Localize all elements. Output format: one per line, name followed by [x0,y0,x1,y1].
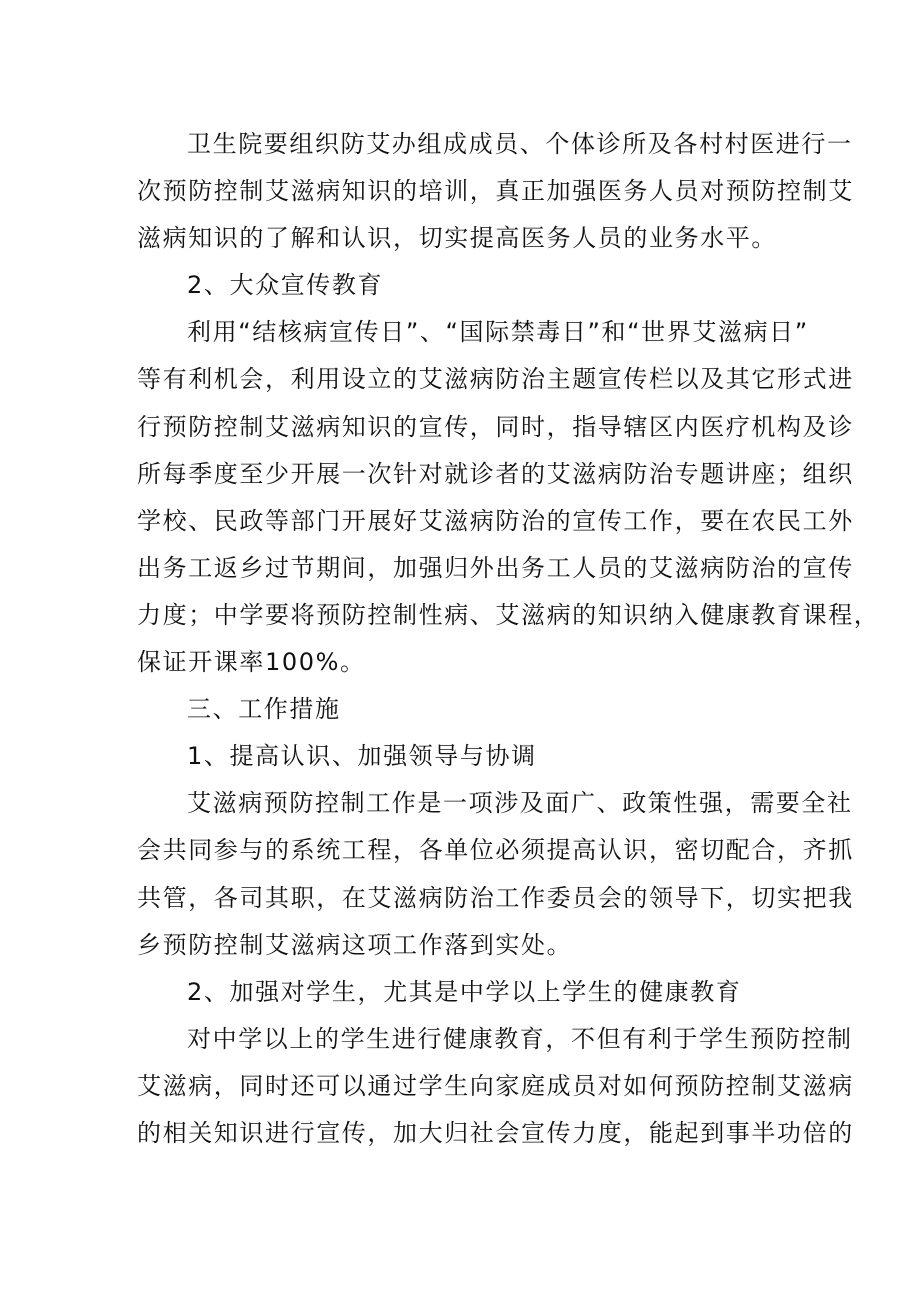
text-line: 卫生院要组织防艾办组成成员、个体诊所及各村村医进行一 [187,130,853,158]
paragraph-system-project [137,780,854,968]
subheading-leadership [137,733,797,780]
text-line: 保证开课率100%。 [137,648,366,677]
text-line: 出务工返乡过节期间，加强归外出务工人员的艾滋病防治的宣传 [137,553,854,582]
heading-line: 2、加强对学生，尤其是中学以上学生的健康教育 [187,977,742,1006]
subheading-student-education [137,969,797,1016]
text-line: 所每季度至少开展一次针对就诊者的艾滋病防治专题讲座；组织 [137,459,854,488]
document-body [137,121,880,1157]
text-line: 次预防控制艾滋病知识的培训，真正加强医务人员对预防控制艾 [137,177,854,206]
text-line: 会共同参与的系统工程，各单位必须提高认识，密切配合，齐抓 [137,836,854,865]
text-line: 艾滋病，同时还可以通过学生向家庭成员对如何预防控制艾滋病 [137,1071,854,1100]
text-line: 艾滋病预防控制工作是一项涉及面广、政策性强，需要全社 [187,789,853,818]
section-heading-work-measures [137,686,797,733]
section-heading-public-education [137,262,797,309]
text-line: 乡预防控制艾滋病这项工作落到实处。 [137,930,573,959]
text-line: 滋病知识的了解和认识，切实提高医务人员的业务水平。 [137,224,777,253]
heading-line: 1、提高认识、加强领导与协调 [187,742,537,771]
paragraph-student-health [137,1016,854,1157]
text-line: 学校、民政等部门开展好艾滋病防治的宣传工作，要在农民工外 [137,506,854,535]
text-line: 利用“结核病宣传日”、“国际禁毒日”和“世界艾滋病日” [187,318,809,347]
text-line: 的相关知识进行宣传，加大归社会宣传力度，能起到事半功倍的 [137,1118,854,1147]
text-line: 共管，各司其职，在艾滋病防治工作委员会的领导下，切实把我 [137,883,854,912]
text-line: 对中学以上的学生进行健康教育，不但有利于学生预防控制 [187,1024,853,1053]
text-line: 力度；中学要将预防控制性病、艾滋病的知识纳入健康教育课程， [137,600,880,629]
paragraph-training [137,121,854,262]
heading-line: 三、工作措施 [187,695,341,724]
paragraph-publicity [137,309,880,686]
heading-line: 2、大众宣传教育 [187,271,384,300]
text-line: 行预防控制艾滋病知识的宣传，同时，指导辖区内医疗机构及诊 [137,412,854,441]
text-line: 等有利机会，利用设立的艾滋病防治主题宣传栏以及其它形式进 [137,365,854,394]
